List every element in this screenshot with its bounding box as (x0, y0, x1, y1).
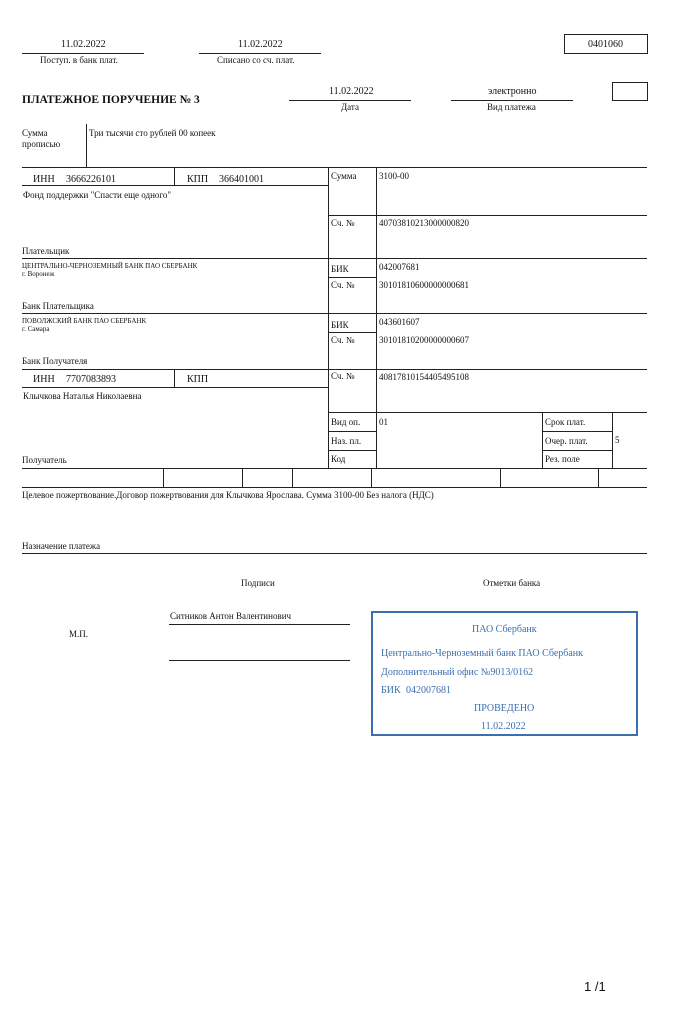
payee-kpp-label: КПП (187, 374, 209, 385)
signature-line-1 (169, 624, 350, 625)
tax-cell-divider-3 (292, 468, 293, 487)
stamp-office: Дополнительный офис №9013/0162 (381, 667, 534, 678)
stamp-bik-label: БИК (381, 685, 401, 696)
reserve-label: Рез. поле (545, 454, 580, 464)
stamp-branch: Центрально-Черноземный банк ПАО Сбербанк (381, 648, 584, 659)
signature-line-2 (169, 660, 350, 661)
payer-account-line (328, 258, 647, 259)
due-line (542, 431, 612, 432)
payee-account: 40817810154405495108 (379, 372, 469, 382)
payee-bank-bik-line (328, 332, 376, 333)
payer-bank-account-label: Сч. № (331, 280, 355, 290)
document-date: 11.02.2022 (329, 86, 374, 97)
document-date-label: Дата (341, 102, 359, 112)
payer-bank-bik-label: БИК (331, 264, 349, 274)
payer-amount-label: Сумма (331, 171, 357, 181)
priority-line (542, 450, 612, 451)
payee-account-line (328, 412, 647, 413)
payee-bank-bik: 043601607 (379, 317, 420, 327)
payee-bank-account: 30101810200000000607 (379, 335, 469, 345)
stamp-place: М.П. (69, 629, 89, 639)
payee-bank-bottom-line (22, 369, 328, 370)
received-date: 11.02.2022 (61, 39, 106, 50)
payer-bank-bik: 042007681 (379, 262, 420, 272)
payee-inn: 7707083893 (66, 374, 116, 385)
purpose-text: Целевое пожертвование.Договор пожертвования для Клычкова Ярослава. Сумма 3100-00 Без налога (НДС) (22, 490, 434, 500)
debited-label: Списано со сч. плат. (217, 55, 295, 65)
received-date-line (22, 53, 144, 54)
due-label: Срок плат. (545, 417, 586, 427)
payer-kpp-label: КПП (187, 174, 209, 185)
purpose-code-line (328, 450, 376, 451)
page-number: 1 /1 (584, 979, 606, 994)
payer-bank-line (328, 313, 647, 314)
payer-bank-account: 30101810600000000681 (379, 280, 469, 290)
payee-bank-account-label: Сч. № (331, 335, 355, 345)
debited-date: 11.02.2022 (238, 39, 283, 50)
stamp-bik: 042007681 (406, 685, 451, 696)
tax-cell-divider-5 (500, 468, 501, 487)
debited-date-line (199, 53, 321, 54)
status-box (612, 82, 648, 101)
form-code: 0401060 (588, 39, 623, 50)
payee-account-label: Сч. № (331, 371, 355, 381)
payer-inn-label: ИНН (33, 174, 55, 185)
received-label: Поступ. в банк плат. (40, 55, 118, 65)
payee-label: Получатель (22, 455, 67, 465)
signer-name: Ситников Антон Валентинович (170, 611, 292, 621)
payer-bank-city: г. Воронеж (22, 270, 55, 278)
payee-bank-bik-label: БИК (331, 320, 349, 330)
payer-bank-bik-line (328, 277, 376, 278)
tax-cell-divider-4 (371, 468, 372, 487)
payer-bottom-line (22, 258, 328, 259)
code-label: Код (331, 454, 346, 464)
payer-bank-bottom-line (22, 313, 328, 314)
amount-words-bottom-line (22, 167, 647, 168)
document-date-line (289, 100, 411, 101)
payment-type: электронно (488, 86, 537, 97)
priority-value: 5 (615, 435, 620, 445)
amount-words-label-2: прописью (22, 139, 61, 149)
payer-kpp: 366401001 (219, 174, 264, 185)
payee-bank-name: ПОВОЛЖСКИЙ БАНК ПАО СБЕРБАНК (22, 317, 147, 325)
payer-account-label: Сч. № (331, 218, 355, 228)
codes-mid-divider (542, 412, 543, 468)
payee-inn-kpp-divider (174, 370, 175, 387)
stamp-date: 11.02.2022 (481, 721, 526, 732)
payer-inn: 3666226101 (66, 174, 116, 185)
tax-cell-divider-2 (242, 468, 243, 487)
payee-inn-line (22, 387, 328, 388)
amount-words-label-1: Сумма (22, 128, 48, 138)
amount-row-line (328, 215, 647, 216)
priority-label: Очер. плат. (545, 436, 588, 446)
payer-name: Фонд поддержки "Спасти еще одного" (23, 190, 172, 200)
payer-inn-kpp-divider (174, 168, 175, 185)
bank-stamp (371, 611, 638, 736)
payee-bottom-line (22, 468, 647, 469)
payee-bank-city: г. Самара (22, 325, 50, 333)
amount-words-divider (86, 124, 87, 167)
payer-label: Плательщик (22, 246, 70, 256)
tax-cell-divider-6 (598, 468, 599, 487)
stamp-status: ПРОВЕДЕНО (474, 703, 535, 714)
payee-name: Клычкова Наталья Николаевна (23, 391, 142, 401)
payer-bank-name: ЦЕНТРАЛЬНО-ЧЕРНОЗЕМНЫЙ БАНК ПАО СБЕРБАНК (22, 262, 198, 270)
purpose-bottom-line (22, 553, 647, 554)
op-type: 01 (379, 417, 388, 427)
payee-bank-line (328, 369, 647, 370)
tax-cell-divider-1 (163, 468, 164, 487)
label-column-left (328, 168, 329, 468)
tax-row-bottom-line (22, 487, 647, 488)
payer-bank-label: Банк Плательщика (22, 301, 94, 311)
purpose-code-label: Наз. пл. (331, 436, 362, 446)
op-type-label: Вид оп. (331, 417, 361, 427)
purpose-label: Назначение платежа (22, 541, 101, 551)
codes-right-divider (612, 412, 613, 468)
payee-bank-label: Банк Получателя (22, 356, 88, 366)
payment-type-line (451, 100, 573, 101)
signatures-heading: Подписи (241, 578, 275, 588)
payer-inn-line (22, 185, 328, 186)
stamp-bank: ПАО Сбербанк (472, 624, 537, 635)
amount-words-value: Три тысячи сто рублей 00 копеек (89, 128, 216, 138)
bank-marks-heading: Отметки банка (483, 578, 541, 588)
label-column-right (376, 168, 377, 468)
payment-type-label: Вид платежа (487, 102, 536, 112)
payer-account: 40703810213000000820 (379, 218, 469, 228)
document-title: ПЛАТЕЖНОЕ ПОРУЧЕНИЕ № 3 (22, 94, 200, 106)
op-type-line (328, 431, 376, 432)
payer-amount: 3100-00 (379, 171, 409, 181)
payee-inn-label: ИНН (33, 374, 55, 385)
